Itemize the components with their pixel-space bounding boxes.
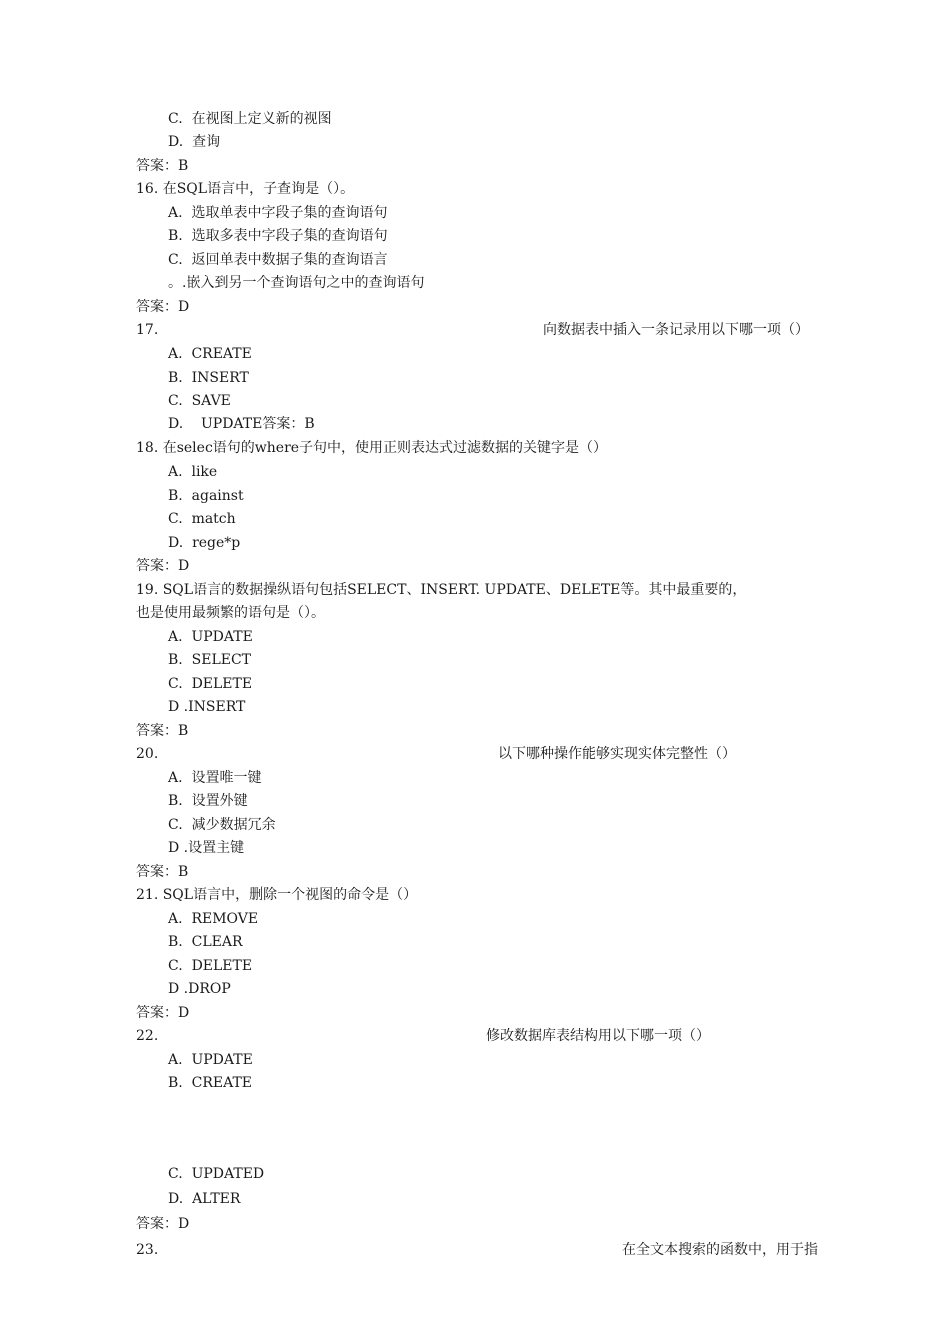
q19-stem-line1: 19. SQL语言的数据操纵语句包括SELECT、INSERT. UPDATE、DELETE等。其中最重要的， [136,582,747,598]
q16-stem: 16. 在SQL语言中，子查询是（）。 [136,181,355,197]
q20-number: 20. [136,746,159,762]
q20-option-d: D .设置主键 [168,840,245,856]
q22-option-d: D. ALTER [168,1191,241,1207]
q17-option-c: C. SAVE [168,393,231,409]
q19-option-b: B. SELECT [168,652,252,668]
q15-answer: 答案：B [136,158,189,174]
q17-option-d-answer: D. UPDATE答案：B [168,416,315,432]
q22-option-a: A. UPDATE [168,1052,253,1068]
q17-option-b: B. INSERT [168,370,249,386]
q20-option-c: C. 减少数据冗余 [168,817,276,833]
q21-answer: 答案：D [136,1005,190,1021]
q19-option-d: D .INSERT [168,699,246,715]
q21-option-b: B. CLEAR [168,934,243,950]
q21-option-c: C. DELETE [168,958,253,974]
q23-number: 23. [136,1242,159,1258]
q17-number: 17. [136,322,159,338]
q22-answer: 答案：D [136,1216,190,1232]
q18-answer: 答案：D [136,558,190,574]
q17-option-a: A. CREATE [168,346,252,362]
q18-stem: 18. 在selec语句的where子句中，使用正则表达式过滤数据的关键字是（） [136,440,608,456]
q16-option-d: 。.嵌入到另一个查询语句之中的查询语句 [168,275,425,291]
q18-option-a: A. like [168,464,218,480]
q22-option-b: B. CREATE [168,1075,253,1091]
q16-option-a: A. 选取单表中字段子集的查询语句 [168,205,388,221]
q20-answer: 答案：B [136,864,189,880]
q20-option-b: B. 设置外键 [168,793,248,809]
q19-option-a: A. UPDATE [168,629,253,645]
q20-option-a: A. 设置唯一键 [168,770,262,786]
q17-stem: 向数据表中插入一条记录用以下哪一项（） [543,322,809,338]
q15-option-d: D. 查询 [168,134,221,150]
q22-stem: 修改数据库表结构用以下哪一项（） [486,1028,710,1044]
q22-option-c: C. UPDATED [168,1166,265,1182]
q18-option-b: B. against [168,488,244,504]
q16-option-c: C. 返回单表中数据子集的查询语言 [168,252,388,268]
q21-stem: 21. SQL语言中，删除一个视图的命令是（） [136,887,418,903]
q16-option-b: B. 选取多表中字段子集的查询语句 [168,228,388,244]
q18-option-c: C. match [168,511,236,527]
q23-stem: 在全文本搜索的函数中，用于指 [622,1242,818,1258]
q19-stem-line2: 也是使用最频繁的语句是（）。 [136,605,325,621]
q19-answer: 答案：B [136,723,189,739]
q20-stem: 以下哪种操作能够实现实体完整性（） [498,746,736,762]
q19-option-c: C. DELETE [168,676,253,692]
q21-option-d: D .DROP [168,981,231,997]
q21-option-a: A. REMOVE [168,911,259,927]
q15-option-c: C. 在视图上定义新的视图 [168,111,332,127]
q18-option-d: D. rege*p [168,535,241,551]
q22-number: 22. [136,1028,159,1044]
q16-answer: 答案：D [136,299,190,315]
